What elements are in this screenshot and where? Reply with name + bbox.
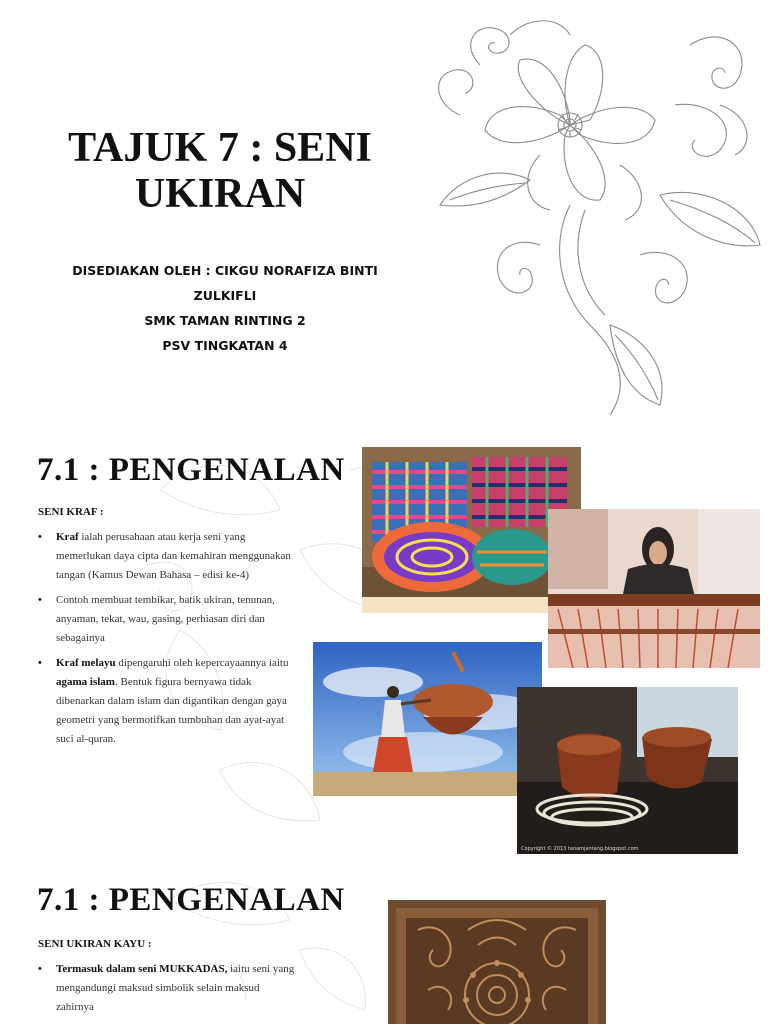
bullet-icon: • — [38, 657, 42, 669]
section-subheading: SENI KRAF : — [38, 506, 104, 518]
list-item — [38, 654, 296, 749]
subject-name: PSV TINGKATAN 4 — [162, 338, 288, 353]
bullet-bold-term: Kraf — [56, 531, 79, 543]
section-heading: 7.1 : PENGENALAN — [37, 452, 345, 488]
photo-caption: Copyright © 2013 tanamjantang.blogspot.com — [521, 846, 639, 852]
credits-block — [40, 258, 410, 358]
list-item — [38, 528, 296, 585]
intro-slide-ukiran-kayu — [0, 860, 768, 1024]
list-item — [38, 960, 296, 1017]
title-slide — [0, 0, 768, 425]
bullet-list — [38, 528, 296, 755]
slide-title — [40, 125, 400, 217]
bullet-icon: • — [38, 531, 42, 543]
bullet-bold-term: Termasuk dalam seni MUKKADAS, — [56, 963, 228, 975]
wau-kite-photo — [313, 642, 542, 796]
bullet-icon: • — [38, 963, 42, 975]
bullet-text: dipengaruhi oleh kepercayaannya iaitu — [115, 657, 289, 669]
gasing-spinning-top-photo — [517, 687, 738, 854]
weaving-loom-photo — [548, 509, 760, 668]
title-line-1: TAJUK 7 : SENI — [68, 125, 372, 171]
bullet-text: Contoh membuat tembikar, batik ukiran, tenunan, anyaman, tekat, wau, gasing, perhiasan diri dan sebagainya — [56, 594, 275, 644]
bullet-text: ialah perusahaan atau kerja seni yang memerlukan daya cipta dan kemahiran menggunakan tangan (Kamus Dewan Bahasa – edisi ke-4) — [56, 531, 291, 581]
bullet-bold-term: Kraf melayu — [56, 657, 116, 669]
bullet-icon: • — [38, 594, 42, 606]
bullet-text: iaitu seni yang mengandungi maksud simbolik selain maksud zahirnya — [56, 963, 295, 1013]
intro-slide-kraf — [0, 430, 768, 855]
title-line-2: UKIRAN — [134, 171, 306, 217]
section-heading: 7.1 : PENGENALAN — [37, 882, 345, 918]
list-item — [38, 591, 296, 648]
bullet-list — [38, 960, 296, 1023]
prepared-by: DISEDIAKAN OLEH : CIKGU NORAFIZA BINTI ZULKIFLI — [72, 263, 378, 303]
school-name: SMK TAMAN RINTING 2 — [144, 313, 306, 328]
wood-carving-panel-photo — [388, 900, 606, 1024]
floral-decoration-icon — [420, 5, 765, 425]
bullet-text: . Bentuk figura bernyawa tidak dibenarkan dalam islam dan digantikan dengan gaya geometri yang bermotifkan tumbuhan dan ayat-ayat suci al-quran. — [56, 676, 287, 745]
bullet-bold-term: agama islam — [56, 676, 115, 688]
section-subheading: SENI UKIRAN KAYU : — [38, 938, 152, 950]
